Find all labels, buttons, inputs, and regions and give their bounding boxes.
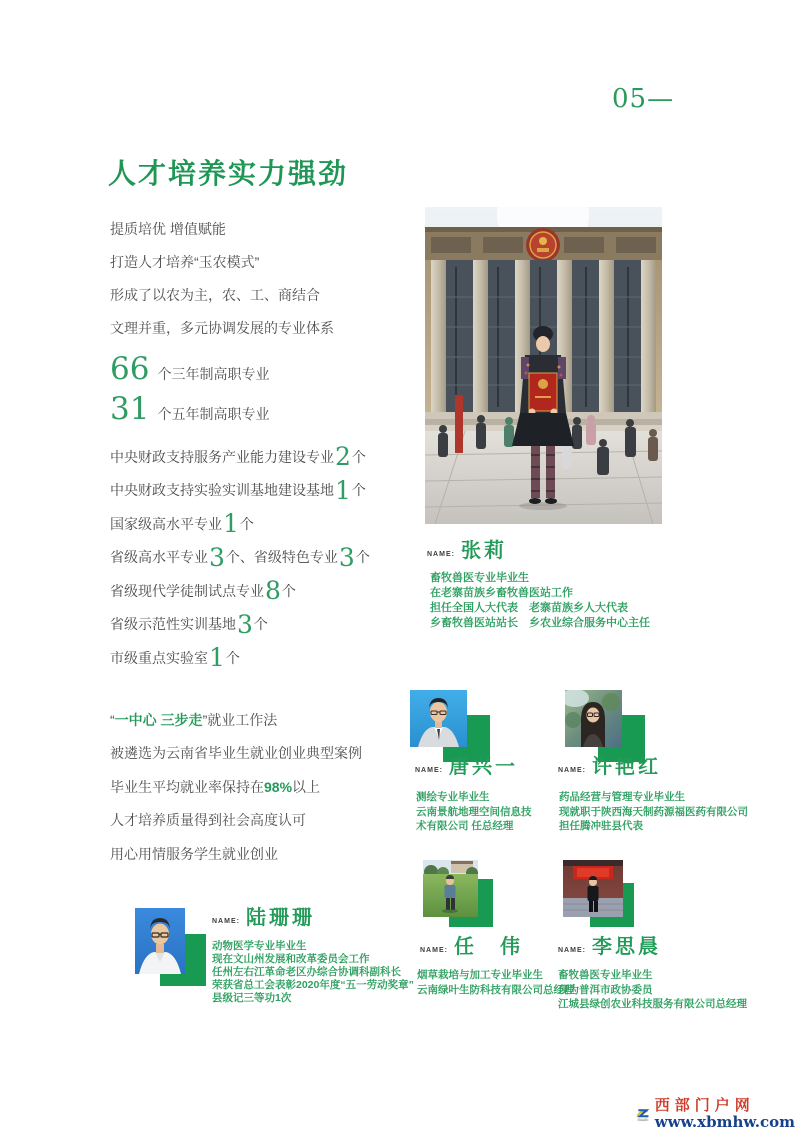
red-certificate	[529, 373, 557, 411]
photo-lushanshan	[135, 908, 185, 979]
name-label: NAME:	[558, 947, 586, 954]
person-name: 许艳红	[591, 756, 661, 778]
intro-line: 提质培优 增值赋能	[110, 221, 226, 237]
employment-line: 被遴选为云南省毕业生就业创业典型案例	[110, 745, 362, 762]
employment-line: 用心用情服务学生就业创业	[110, 845, 278, 862]
person-tangxingyi-desc: 测绘专业毕业生 云南景航地理空间信息技 术有限公司 任总经理	[416, 791, 532, 832]
name-label: NAME:	[558, 767, 586, 774]
photo-tangxingyi	[410, 690, 467, 752]
intro-line: 文理并重，多元协调发展的专业体系	[110, 320, 334, 336]
person-lushanshan-desc: 动物医学专业毕业生 现在文山州发展和改革委员会工作 任州左右江革命老区办综合协调科副科长 荣获省总工会表彰2020年度“五一劳动奖章” 县级记三等功1次	[212, 940, 414, 1004]
employment-section	[110, 703, 460, 871]
intro-line: 形成了以农为主，农、工、商结合	[110, 287, 320, 303]
major-count-number: 31	[110, 391, 150, 427]
stat-number: 1	[209, 643, 225, 673]
watermark-text	[655, 1097, 795, 1131]
stat-row: 省级现代学徒制试点专业 8 个	[110, 576, 296, 606]
name-label: NAME:	[415, 767, 443, 774]
person-renwei-desc: 烟草栽培与加工专业毕业生 云南绿叶生防科技有限公司总经理	[417, 969, 575, 996]
major-count-label: 个三年制高职专业	[157, 366, 270, 382]
stat-row: 市级重点实验室 1 个	[110, 643, 240, 673]
watermark-site-name: 西部门户网	[654, 1097, 755, 1114]
photo-lisichen	[563, 860, 623, 922]
watermark-logo-icon	[635, 1093, 651, 1135]
major-count-number: 66	[110, 351, 150, 387]
name-label: NAME:	[427, 551, 455, 558]
great-hall-photo-illustration	[425, 207, 662, 524]
photo-xuyanhong	[565, 690, 622, 752]
watermark-url: www.xbmhw.com	[654, 1113, 795, 1131]
highlight-text: 98%	[264, 778, 293, 795]
person-lisichen-desc: 畜牧兽医专业毕业生 现为普洱市政协委员 江城县绿创农业科技服务有限公司总经理	[558, 969, 747, 1010]
stat-row: 中央财政支持实验实训基地建设基地 1 个	[110, 475, 366, 505]
stat-number: 3	[237, 609, 253, 639]
intro-section	[110, 222, 430, 434]
stat-number: 8	[265, 576, 281, 606]
stat-number: 1	[335, 475, 351, 505]
stat-number: 3	[338, 542, 355, 572]
employment-line: 毕业生平均就业率保持在 98% 以上	[110, 778, 321, 795]
national-emblem-icon	[526, 228, 560, 262]
watermark	[635, 1090, 795, 1138]
person-xuyanhong	[558, 757, 661, 777]
person-lisichen	[558, 937, 661, 957]
employment-line: 人才培养质量得到社会高度认可	[110, 812, 306, 829]
employment-line: “ 一中心 三步走 ”就业工作法	[110, 711, 278, 728]
photo-zhangli-great-hall	[425, 207, 662, 524]
major-count-label: 个五年制高职专业	[157, 406, 270, 422]
stat-row: 国家级高水平专业 1 个	[110, 509, 254, 539]
photo-renwei	[423, 860, 478, 922]
person-zhangli	[427, 541, 507, 561]
stat-number: 2	[335, 442, 351, 472]
stat-row: 中央财政支持服务产业能力建设专业 2 个	[110, 442, 366, 472]
intro-line: 打造人才培养“玉农模式”	[110, 254, 260, 270]
person-name: 唐兴一	[448, 756, 518, 778]
person-name: 张莉	[460, 540, 507, 562]
person-name: 陆珊珊	[245, 907, 315, 929]
stat-number: 3	[209, 542, 225, 572]
name-label: NAME:	[212, 918, 240, 925]
stats-section	[110, 440, 450, 675]
person-name: 任 伟	[453, 936, 523, 958]
stat-row: 省级示范性实训基地 3 个	[110, 609, 268, 639]
highlight-text: 一中心 三步走	[114, 711, 203, 728]
stat-number: 1	[223, 509, 239, 539]
person-xuyanhong-desc: 药品经营与管理专业毕业生 现就职于陕西海天制药源福医药有限公司 担任腾冲驻县代表	[559, 791, 748, 832]
major-count-row	[110, 351, 430, 387]
page-title: 人才培养实力强劲	[108, 158, 349, 189]
person-lushanshan	[212, 908, 315, 928]
page-number: 05—	[612, 84, 675, 114]
major-count-row	[110, 391, 430, 427]
stat-row: 省级高水平专业 3 个、省级特色专业 3 个	[110, 542, 370, 572]
person-zhangli-desc: 畜牧兽医专业毕业生 在老寨苗族乡畜牧兽医站工作 担任全国人大代表 老寨苗族乡人大代表 乡畜牧兽医站站长 乡农业综合服务中心主任	[430, 572, 650, 629]
name-label: NAME:	[420, 947, 448, 954]
person-name: 李思晨	[591, 936, 661, 958]
person-renwei	[420, 937, 523, 957]
person-tangxingyi	[415, 757, 518, 777]
